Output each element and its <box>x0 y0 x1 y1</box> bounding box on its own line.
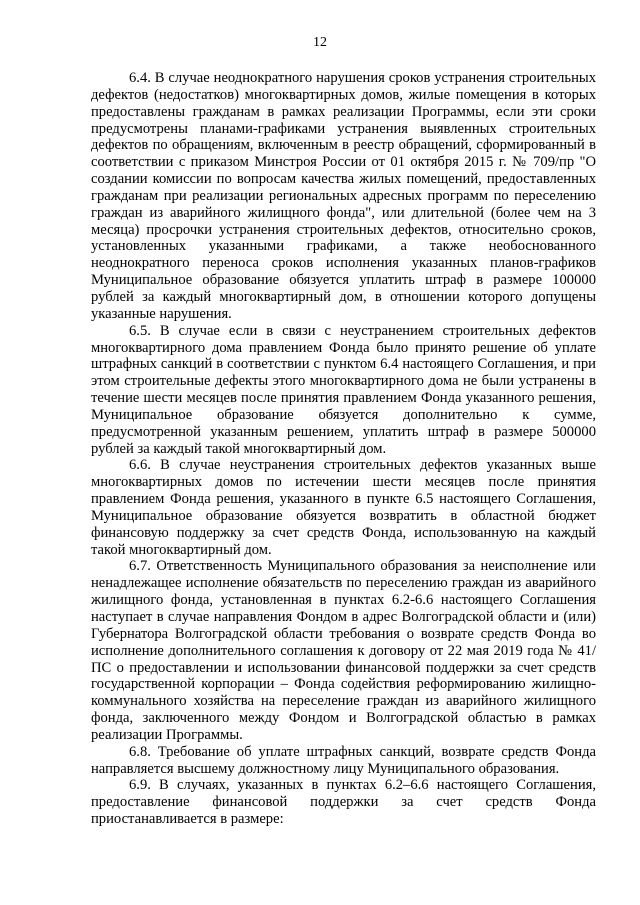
document-body <box>91 70 596 828</box>
paragraph-6-8: 6.8. Требование об уплате штрафных санкций, возврате средств Фонда направляется высшему должностному лицу Муниципального образования. <box>91 743 596 777</box>
paragraph-6-7: 6.7. Ответственность Муниципального образования за неисполнение или ненадлежащее исполнение обязательств по переселению граждан из аварийного жилищного фонда, установленная в пунктах 6.2-6.6 настоящего Соглашения наступает в случае направления Фондом в адрес Волгоградской области и (или) Губернатора Волгоградской области требования о возврате средств Фонда во исполнение дополнительного соглашения к договору от 22 мая 2019 года № 41/ПС о предоставлении и использовании финансовой поддержки за счет средств государственной корпорации – Фонда содействия реформированию жилищно-коммунального хозяйства на переселение граждан из аварийного жилищного фонда, заключенного между Фондом и Волгоградской областью в рамках реализации Программы. <box>91 558 596 743</box>
paragraph-6-9: 6.9. В случаях, указанных в пунктах 6.2–6.6 настоящего Соглашения, предоставление финансовой поддержки за счет средств Фонда приостанавливается в размере: <box>91 777 596 828</box>
paragraph-6-5: 6.5. В случае если в связи с неустранением строительных дефектов многоквартирного дома правлением Фонда было принято решение об уплате штрафных санкций в соответствии с пунктом 6.4 настоящего Соглашения, и при этом строительные дефекты этого многоквартирного дома не были устранены в течение шести месяцев после принятия правлением Фонда указанного решения, Муниципальное образование обязуется дополнительно к сумме, предусмотренной указанным решением, уплатить штраф в размере 500000 рублей за каждый такой многоквартирный дом. <box>91 322 596 457</box>
paragraph-6-6: 6.6. В случае неустранения строительных дефектов указанных выше многоквартирных домов по истечении шести месяцев после принятия правлением Фонда решения, указанного в пункте 6.5 настоящего Соглашения, Муниципальное образование обязуется возвратить в областной бюджет финансовую поддержку за счет средств Фонда, использованную на каждый такой многоквартирный дом. <box>91 457 596 558</box>
paragraph-6-4: 6.4. В случае неоднократного нарушения сроков устранения строительных дефектов (недостатков) многоквартирных домов, жилые помещения в которых предоставлены гражданам в рамках реализации Программы, если эти сроки предусмотрены планами-графиками устранения выявленных строительных дефектов по обращениям, включенным в реестр обращений, сформированный в соответствии с приказом Минстроя России от 01 октября 2015 г. № 709/пр "О создании комиссии по вопросам качества жилых помещений, предоставленных гражданам при реализации региональных адресных программ по переселению граждан из аварийного жилищного фонда", или длительной (более чем на 3 месяца) просрочки устранения строительных дефектов, относительно сроков, установленных указанными графиками, а также необоснованного неоднократного переноса сроков исполнения указанных планов-графиков Муниципальное образование обязуется уплатить штраф в размере 100000 рублей за каждый многоквартирный дом, в отношении которого допущены указанные нарушения. <box>91 70 596 322</box>
page-number: 12 <box>313 35 327 50</box>
